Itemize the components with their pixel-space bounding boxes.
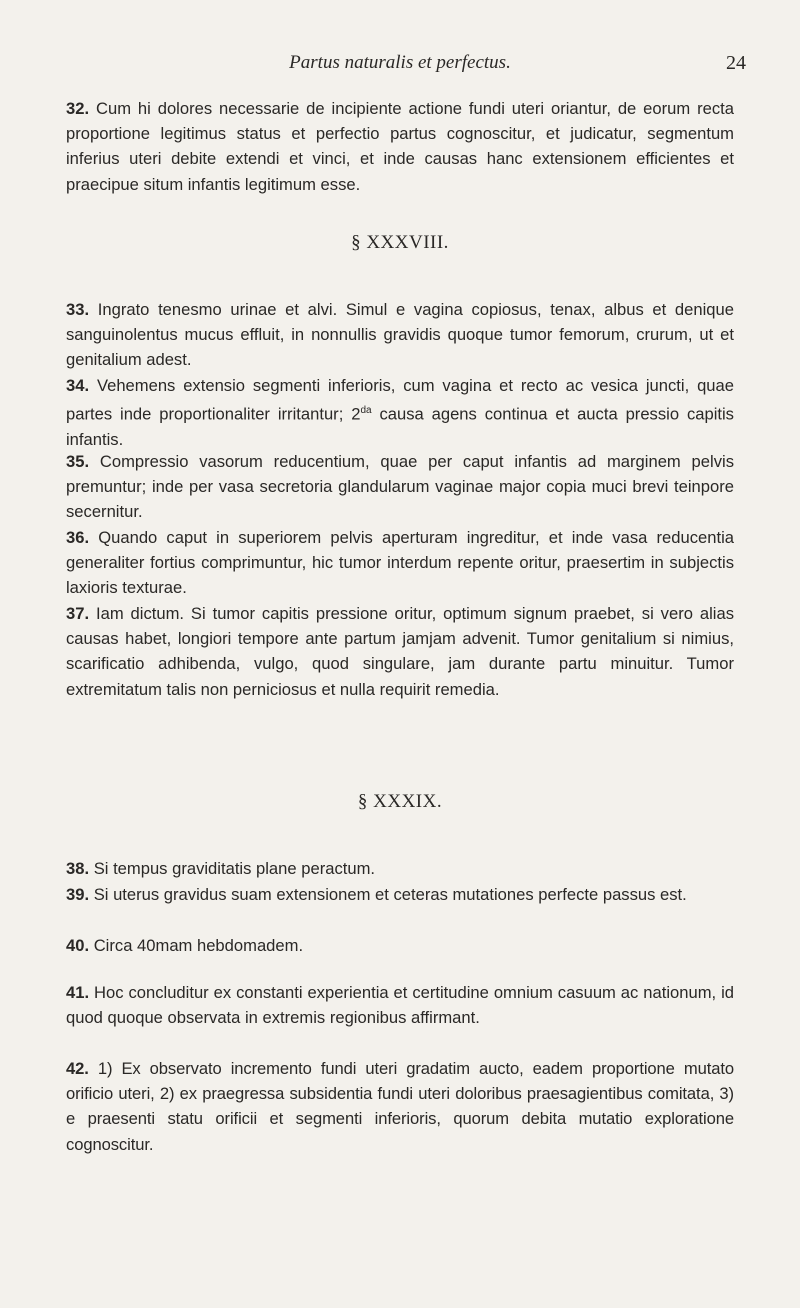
paragraph-number: 37. — [66, 604, 90, 623]
paragraph-text: Si uterus gravidus suam extensionem et ceteras mutationes perfecte passus est. — [93, 885, 687, 904]
paragraph-number: 35. — [66, 452, 90, 471]
running-header — [0, 52, 800, 82]
paragraph-text: Hoc concluditur ex constanti experientia et certitudine omnium casuum ac nationum, id quod quoque observata in extremis regionibus affirmant. — [66, 983, 734, 1028]
paragraph-36 — [66, 525, 734, 601]
paragraph-number: 42. — [66, 1059, 89, 1078]
paragraph-number: 36. — [66, 528, 90, 547]
paragraph-text: Si tempus graviditatis plane peractum. — [93, 859, 376, 878]
paragraph-number: 39. — [66, 885, 90, 904]
paragraph-number: 32. — [66, 99, 90, 118]
paragraph-text: Ingrato tenesmo urinae et alvi. Simul e vagina copiosus, tenax, albus et denique sanguinolentus mucus effluit, in nonnullis gravidis quoque tumor femorum, crurum, ut et genitalium adest. — [66, 300, 734, 370]
paragraph-number: 40. — [66, 936, 90, 955]
running-title: Partus naturalis et perfectus. — [289, 52, 511, 73]
paragraph-text: Vehemens extensio segmenti inferioris, cum vagina et recto ac vesica juncti, quae partes inde proportionaliter irritantur; 2 — [66, 376, 734, 424]
paragraph-37 — [66, 601, 734, 702]
section-heading-xxxviii: § XXXVIII. — [351, 232, 449, 253]
paragraph-33 — [66, 297, 734, 373]
section-heading-xxxix: § XXXIX. — [357, 791, 443, 812]
paragraph-35 — [66, 449, 734, 525]
page-number: 24 — [726, 52, 746, 74]
paragraph-41 — [66, 980, 734, 1030]
paragraph-number: 38. — [66, 859, 90, 878]
paragraph-text: Compressio vasorum reducentium, quae per caput infantis ad marginem pelvis premuntur; inde per vasa secretoria glandularum vaginae major copia muci brevi teinpore secernitur. — [66, 452, 734, 522]
paragraph-34 — [66, 373, 734, 452]
paragraph-number: 33. — [66, 300, 90, 319]
paragraph-42 — [66, 1056, 734, 1157]
paragraph-text-continued: causa agens continua et aucta pressio capitis infantis. — [66, 404, 734, 449]
paragraph-number: 41. — [66, 983, 90, 1002]
paragraph-39 — [66, 882, 734, 907]
paragraph-text: Iam dictum. Si tumor capitis pressione oritur, optimum signum praebet, si vero alias causas habet, longiori tempore ante partum jamjam advenit. Tumor genitalium si nimius, scarificatio adhibenda, vulgo, quod singulare, jam durante partu minuitur. Tumor extremitatum talis non perniciosus et nulla requirit remedia. — [66, 604, 734, 699]
paragraph-38 — [66, 856, 734, 881]
superscript: da — [360, 405, 372, 417]
paragraph-text: 1) Ex observato incremento fundi uteri gradatim aucto, eadem proportione mutato orificio uteri, 2) ex praegressa subsidentia fundi uteri doloribus praesagientibus comitata, 3) e praesenti statu orificii et segmenti inferioris, quorum debita mutatio exploratione cognoscitur. — [66, 1059, 734, 1154]
paragraph-number: 34. — [66, 376, 90, 395]
paragraph-text: Cum hi dolores necessarie de incipiente actione fundi uteri oriantur, de eorum recta proportione legitimus status et perfectio partus cognoscitur, et judicatur, segmentum inferius uteri debite extendi et vinci, et inde causas hanc extensionem efficientes et praecipue situm infantis legitimum esse. — [66, 99, 734, 194]
paragraph-text: Quando caput in superiorem pelvis aperturam ingreditur, et inde vasa reducentia generaliter fortius comprimuntur, hic tumor interdum repente oritur, praesertim in subjectis laxioris texturae. — [66, 528, 734, 598]
paragraph-40 — [66, 933, 734, 958]
paragraph-32 — [66, 96, 734, 197]
paragraph-text: Circa 40mam hebdomadem. — [93, 936, 304, 955]
